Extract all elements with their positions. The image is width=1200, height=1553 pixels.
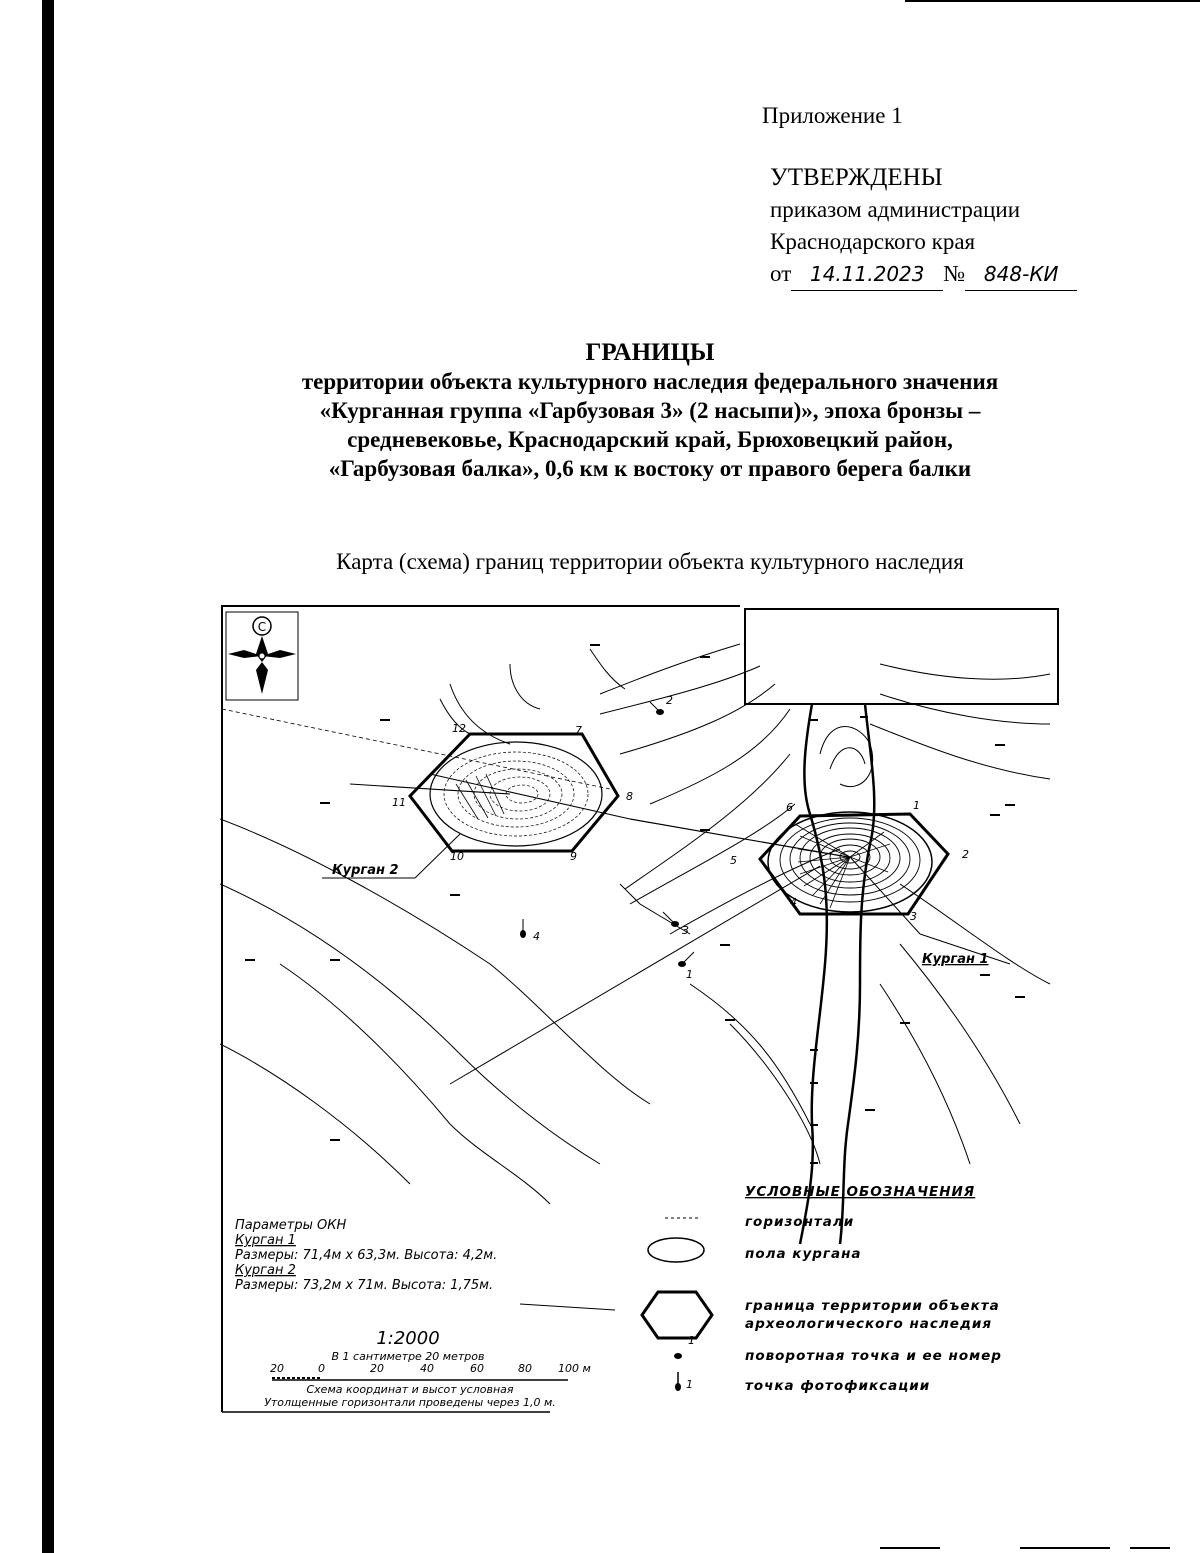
photo-point-number: 1	[686, 968, 693, 981]
scale-block	[264, 1328, 591, 1409]
date-prefix: от	[770, 261, 792, 286]
appendix-label: Приложение 1	[762, 103, 903, 128]
legend-mound-floor: пола кургана	[745, 1246, 862, 1262]
scale-tick: 40	[420, 1362, 434, 1375]
order-date-line	[770, 258, 1077, 291]
title-main: ГРАНИЦЫ	[585, 339, 715, 366]
boundary-map	[220, 604, 1060, 1414]
title-line-1: территории объекта культурного наследия федерального значения	[301, 369, 999, 394]
scan-artifact	[880, 1547, 940, 1549]
legend-photo-point: точка фотофиксации	[745, 1378, 931, 1394]
point-number: 5	[730, 854, 737, 867]
parameters-block	[235, 1218, 615, 1310]
photo-point-number: 4	[533, 930, 540, 943]
connecting-line	[430, 774, 630, 819]
compass-north-letter: С	[257, 620, 267, 634]
small-contour	[620, 884, 690, 934]
order-date-handwritten: 14.11.2023	[791, 258, 943, 291]
scale-coords-note: Схема координат и высот условная	[306, 1383, 514, 1396]
map-info-box	[745, 609, 1058, 704]
kurgan-2-contours	[444, 752, 588, 836]
params-kurgan1-title: Курган 1	[235, 1233, 296, 1248]
scale-note: В 1 сантиметре 20 метров	[331, 1350, 485, 1363]
legend-photo-point-number: 1	[686, 1378, 693, 1391]
photo-point-number: 3	[682, 924, 689, 937]
scan-artifact	[1130, 1547, 1170, 1549]
kurgan-2-label: Курган 2	[332, 863, 399, 878]
params-kurgan1-dims: Размеры: 71,4м х 63,3м. Высота: 4,2м.	[235, 1248, 498, 1263]
scale-tick: 80	[518, 1362, 532, 1375]
scale-tick: 0	[318, 1362, 325, 1375]
legend-turn-point: поворотная точка и ее номер	[745, 1348, 1002, 1364]
title-line-3: средневековье, Краснодарский край, Брюховецкий район,	[347, 427, 953, 452]
point-number: 9	[570, 850, 577, 863]
point-number: 12	[452, 722, 466, 735]
legend-photo-point-icon	[675, 1372, 681, 1391]
point-number: 4	[790, 896, 797, 909]
document-title	[150, 338, 1150, 483]
legend-title: УСЛОВНЫЕ ОБОЗНАЧЕНИЯ	[745, 1184, 976, 1200]
legend	[642, 1184, 1002, 1394]
legend-turn-point-number: 1	[688, 1334, 695, 1347]
photo-point-number: 2	[666, 694, 673, 707]
scale-ticks	[270, 1362, 591, 1375]
order-number-handwritten: 848-КИ	[965, 258, 1077, 291]
number-prefix: №	[943, 261, 966, 286]
elevation-marks	[245, 644, 1025, 1164]
params-title: Параметры ОКН	[235, 1218, 347, 1233]
params-kurgan2-title: Курган 2	[235, 1263, 296, 1278]
scan-artifact	[1020, 1547, 1110, 1549]
point-number: 11	[392, 796, 406, 809]
scale-ratio: 1:2000	[376, 1328, 440, 1349]
legend-contours: горизонтали	[745, 1214, 855, 1230]
camera-point-icon	[663, 912, 689, 937]
point-number: 7	[575, 724, 582, 737]
legend-turn-point-symbol	[674, 1353, 682, 1359]
scan-border-top	[905, 0, 1200, 2]
legend-boundary-line2: археологического наследия	[745, 1316, 992, 1332]
reference-line	[222, 709, 610, 789]
scale-tick: 20	[270, 1362, 284, 1375]
point-number: 8	[626, 790, 633, 803]
contour-lines	[220, 644, 1050, 1204]
order-line-1: приказом администрации	[770, 197, 1021, 222]
point-number: 2	[962, 848, 969, 861]
scale-contours-note: Утолщенные горизонтали проведены через 1,0 м.	[264, 1396, 556, 1409]
map-caption: Карта (схема) границ территории объекта культурного наследия	[336, 549, 964, 574]
legend-boundary-line1: граница территории объекта	[745, 1298, 1000, 1314]
photo-points	[520, 694, 694, 981]
scale-tick: 60	[470, 1362, 484, 1375]
point-number: 3	[910, 910, 917, 923]
approved-heading: УТВЕРЖДЕНЫ	[770, 164, 943, 191]
scale-tick: 100 м	[558, 1362, 591, 1375]
camera-point-icon	[650, 694, 673, 715]
point-number: 6	[786, 801, 793, 814]
approval-block	[770, 162, 1077, 291]
order-line-2: Краснодарского края	[770, 229, 976, 254]
north-arrow-icon	[226, 612, 298, 700]
params-kurgan2-dims: Размеры: 73,2м х 71м. Высота: 1,75м.	[235, 1278, 494, 1293]
kurgan-1	[760, 812, 1010, 964]
title-line-2: «Курганная группа «Гарбузовая 3» (2 насыпи)», эпоха бронзы –	[319, 398, 981, 423]
point-number: 10	[450, 850, 464, 863]
scale-tick: 20	[370, 1362, 384, 1375]
kurgan-1-label: Курган 1	[922, 952, 989, 967]
point-number: 1	[913, 799, 920, 812]
kurgan-1-contours	[780, 818, 920, 902]
camera-point-icon	[520, 919, 540, 943]
scan-border-left	[42, 0, 54, 1553]
camera-point-icon	[678, 952, 694, 981]
legend-boundary-symbol	[642, 1292, 712, 1338]
title-line-4: «Гарбузовая балка», 0,6 км к востоку от правого берега балки	[328, 456, 972, 481]
legend-floor-symbol	[648, 1238, 704, 1262]
